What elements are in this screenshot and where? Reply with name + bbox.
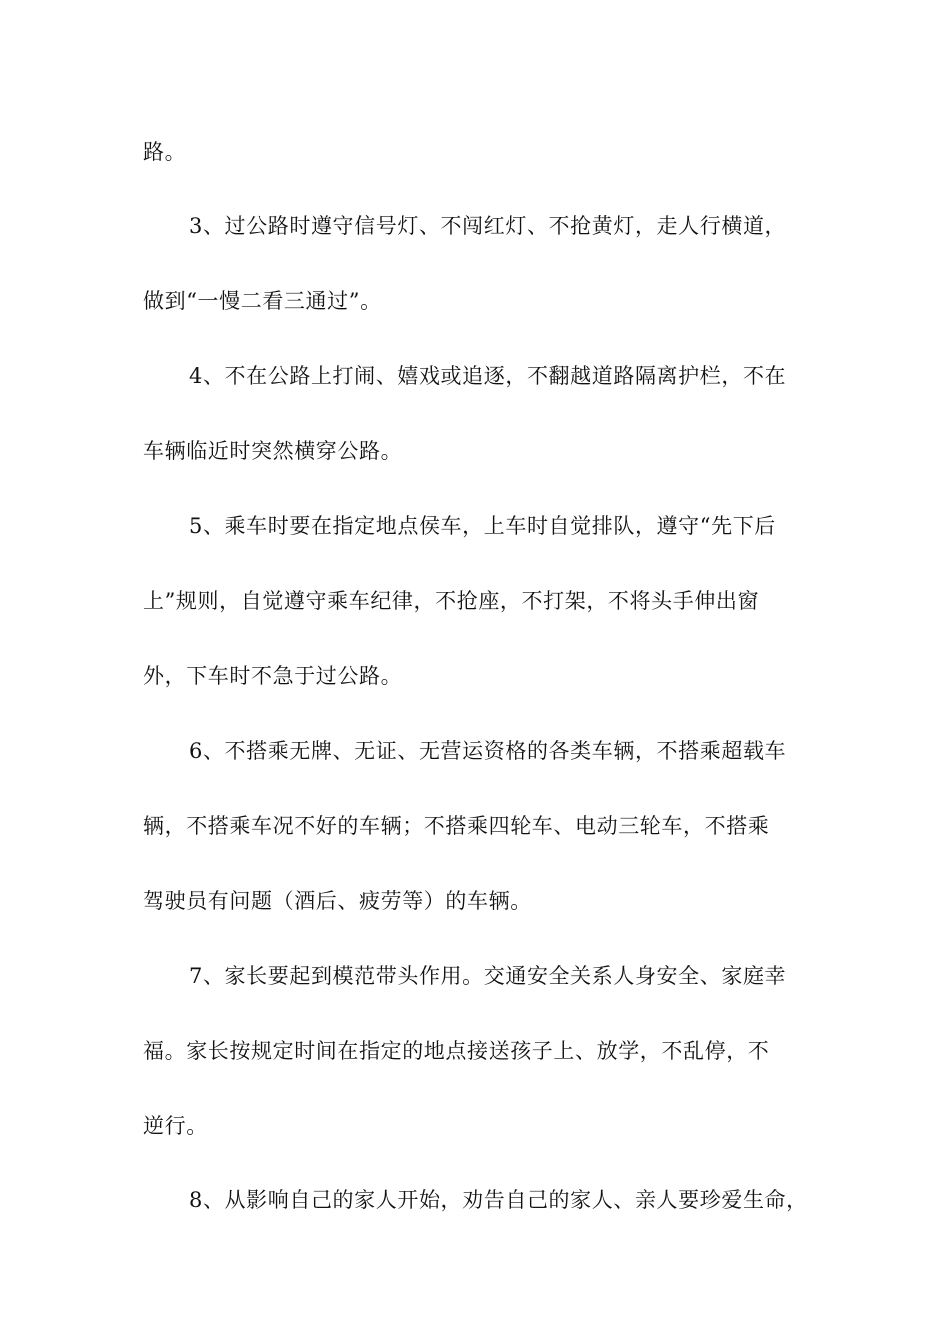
text-line: 5、乘车时要在指定地点侯车，上车时自觉排队，遵守“先下后 bbox=[189, 514, 776, 538]
text-line: 驾驶员有问题（酒后、疲劳等）的车辆。 bbox=[143, 889, 532, 913]
text-line: 6、不搭乘无牌、无证、无营运资格的各类车辆，不搭乘超载车 bbox=[189, 739, 787, 763]
text-line: 做到“一慢二看三通过”。 bbox=[143, 289, 382, 313]
text-line: 路。 bbox=[143, 140, 187, 164]
text-line: 逆行。 bbox=[143, 1114, 208, 1138]
text-line: 3、过公路时遵守信号灯、不闯红灯、不抢黄灯，走人行横道， bbox=[189, 214, 787, 238]
text-line: 上”规则，自觉遵守乘车纪律，不抢座，不打架，不将头手伸出窗 bbox=[143, 589, 760, 613]
text-line: 辆，不搭乘车况不好的车辆；不搭乘四轮车、电动三轮车，不搭乘 bbox=[143, 814, 770, 838]
text-line: 外，下车时不急于过公路。 bbox=[143, 664, 403, 688]
text-line: 福。家长按规定时间在指定的地点接送孩子上、放学，不乱停，不 bbox=[143, 1039, 770, 1063]
text-line: 车辆临近时突然横穿公路。 bbox=[143, 439, 403, 463]
text-line: 4、不在公路上打闹、嬉戏或追逐，不翻越道路隔离护栏，不在 bbox=[189, 364, 787, 388]
text-line: 8、从影响自己的家人开始，劝告自己的家人、亲人要珍爱生命， bbox=[189, 1188, 808, 1212]
text-line: 7、家长要起到模范带头作用。交通安全关系人身安全、家庭幸 bbox=[189, 964, 787, 988]
